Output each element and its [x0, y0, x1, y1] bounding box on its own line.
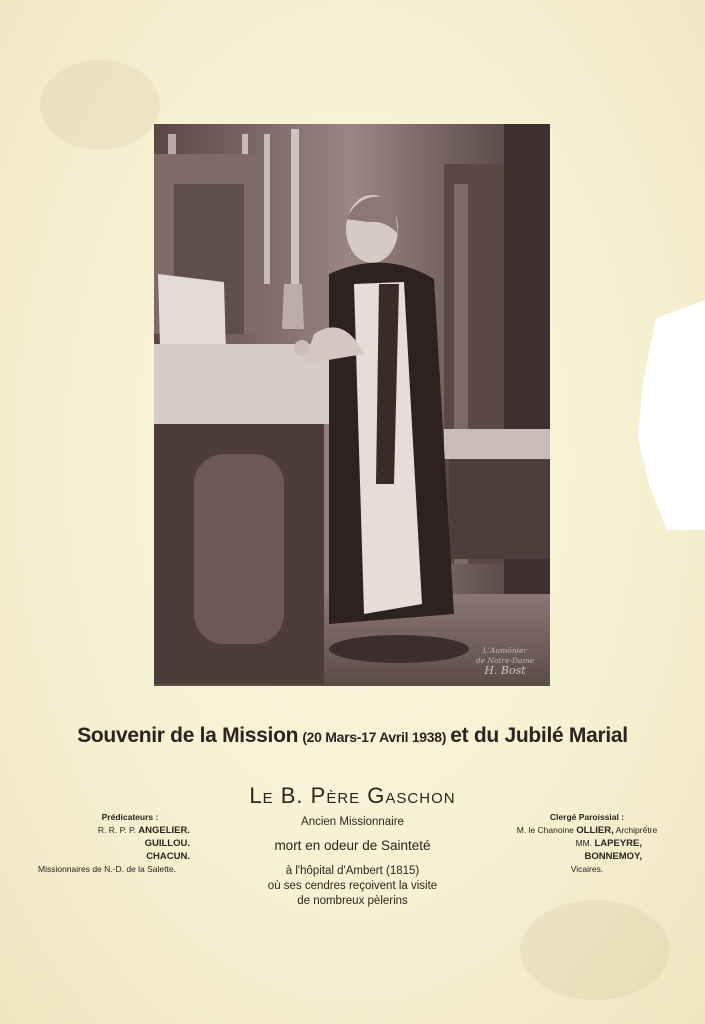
engraver-caption	[474, 646, 536, 676]
preacher-name: ANGELIER.	[138, 825, 190, 836]
page-title: Le B. Père Gaschon	[249, 783, 456, 808]
preacher-line	[30, 824, 190, 837]
engraving-image	[154, 124, 550, 686]
headline-part2: et du Jubilé Marial	[450, 724, 628, 747]
torn-edge	[635, 300, 705, 530]
preachers-block	[30, 811, 190, 876]
preachers-footnote: Missionnaires de N.-D. de la Salette.	[38, 864, 176, 874]
clergy-heading: Clergé Paroissial :	[549, 812, 625, 822]
clergy-line1-suffix: Archiprêtre	[615, 825, 658, 835]
clergy-line2-prefix: MM.	[575, 838, 593, 848]
paper-stain	[40, 60, 160, 150]
headline	[0, 724, 705, 748]
subtitle: Ancien Missionnaire	[301, 816, 404, 828]
clergy-line	[502, 837, 672, 850]
clergy-name: BONNEMOY,	[584, 851, 642, 862]
headline-part1: Souvenir de la Mission	[77, 724, 299, 747]
location-text	[190, 864, 515, 909]
preachers-prefix: R. R. P. P.	[97, 825, 136, 835]
engraver-caption-line2: de Notre-Dame	[475, 656, 535, 665]
clergy-line	[502, 824, 672, 837]
preacher-name: CHACUN.	[146, 851, 190, 862]
sainthood-line: mort en odeur de Sainteté	[274, 838, 431, 853]
location-line3: de nombreux pèlerins	[297, 895, 408, 907]
priest-at-altar-illustration	[154, 124, 550, 686]
preacher-line	[30, 850, 190, 863]
clergy-line1-prefix: M. le Chanoine	[516, 825, 574, 835]
clergy-name: OLLIER,	[576, 825, 614, 836]
clergy-block	[502, 811, 672, 876]
engraver-signature: H. Bost	[484, 664, 526, 677]
location-line2: où ses cendres reçoivent la visite	[267, 880, 438, 892]
preacher-line	[30, 837, 190, 850]
clergy-footnote: Vicaires.	[570, 864, 604, 874]
preachers-heading: Prédicateurs :	[101, 812, 159, 822]
engraver-caption-line1: L'Aumônier	[482, 646, 528, 655]
location-line1: à l'hôpital d'Ambert (1815)	[285, 865, 420, 877]
paper-stain	[520, 900, 670, 1000]
clergy-name: LAPEYRE,	[594, 838, 642, 849]
preacher-name: GUILLOU.	[144, 838, 190, 849]
headline-dates: (20 Mars-17 Avril 1938)	[302, 729, 447, 745]
clergy-line	[502, 850, 672, 863]
